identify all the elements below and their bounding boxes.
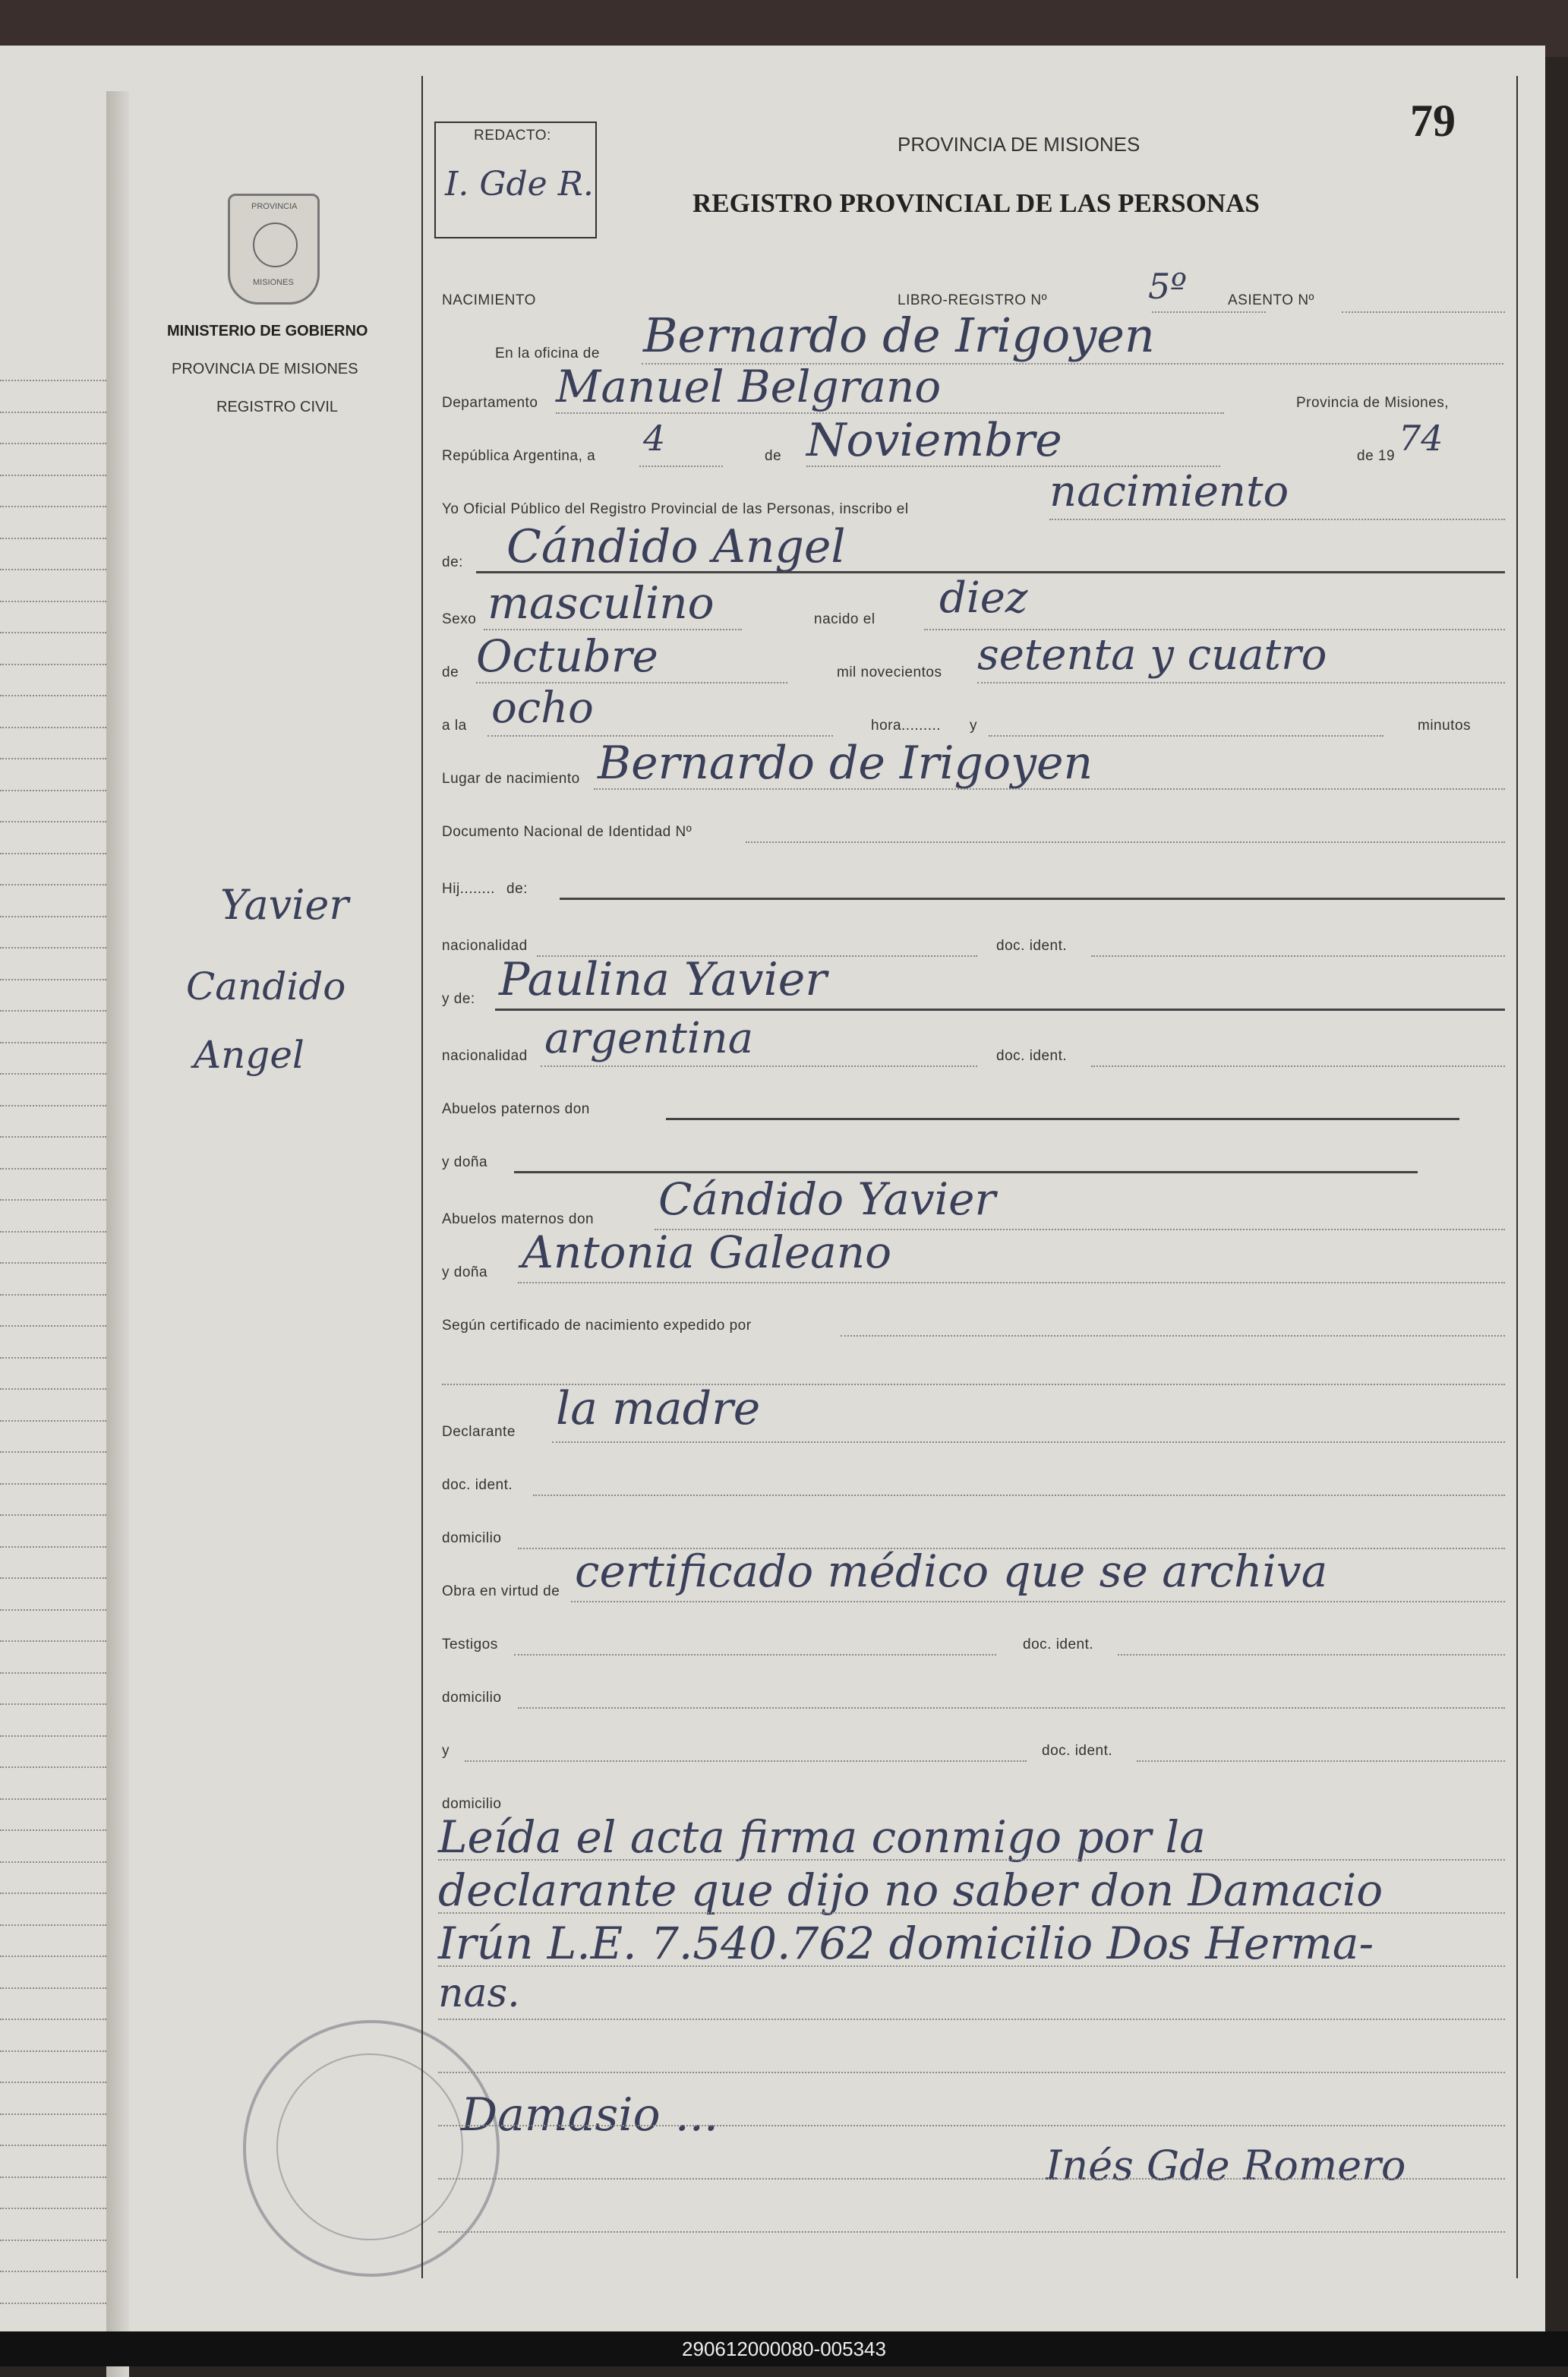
dotted-fill-line xyxy=(514,1654,996,1656)
margin-rule-line xyxy=(0,2050,106,2052)
nacido-mes-de-label: de xyxy=(442,664,459,680)
redacto-label: REDACTO: xyxy=(474,128,551,144)
footer-id: 290612000080-005343 xyxy=(0,2331,1568,2366)
testigos-label: Testigos xyxy=(442,1637,498,1653)
lugar-label: Lugar de nacimiento xyxy=(442,771,580,787)
abuelo-materno-value: Cándido Yavier xyxy=(658,1173,996,1225)
seal-text-bottom: MISIONES xyxy=(253,278,294,287)
margin-rule-line xyxy=(0,1325,106,1327)
nota-linea4: nas. xyxy=(438,1971,520,2016)
y-dona1-label: y doña xyxy=(442,1154,488,1170)
margin-note-line1: Yavier xyxy=(220,881,349,929)
margin-rule-line xyxy=(0,979,106,980)
libro-registro-label: LIBRO-REGISTRO Nº xyxy=(898,292,1048,308)
margin-rule-line xyxy=(0,1640,106,1642)
provincia-label: Provincia de Misiones, xyxy=(1296,395,1450,411)
dotted-fill-line xyxy=(571,1601,1505,1602)
margin-rule-line xyxy=(0,1546,106,1548)
dotted-fill-line xyxy=(1091,1065,1505,1067)
margin-rule-line xyxy=(0,1105,106,1106)
margin-rule-line xyxy=(0,1829,106,1831)
hij-label: Hij........ xyxy=(442,881,495,897)
documento-label: Documento Nacional de Identidad Nº xyxy=(442,824,693,840)
margin-rule-line xyxy=(0,506,106,507)
a-la-label: a la xyxy=(442,718,467,734)
province-title: PROVINCIA DE MISIONES xyxy=(898,133,1141,156)
doc-ident1-label: doc. ident. xyxy=(996,938,1068,954)
dotted-fill-line xyxy=(977,682,1505,683)
domicilio1-label: domicilio xyxy=(442,1530,502,1546)
dotted-fill-line xyxy=(1152,311,1266,313)
nacionalidad-madre-value: argentina xyxy=(544,1014,754,1063)
dotted-fill-line xyxy=(438,1859,1505,1861)
margin-rule-line xyxy=(0,1420,106,1422)
margin-rule-line xyxy=(0,1924,106,1926)
nacido-mes-value: Octubre xyxy=(476,630,658,682)
margin-rule-line xyxy=(0,664,106,665)
minutos-label: minutos xyxy=(1418,718,1472,734)
mil-novecientos-label: mil novecientos xyxy=(837,664,942,680)
ministry-civil: REGISTRO CIVIL xyxy=(216,399,339,415)
nacionalidad1-label: nacionalidad xyxy=(442,938,528,954)
abuelos-maternos-label: Abuelos maternos don xyxy=(442,1211,595,1227)
margin-rule-line xyxy=(0,2145,106,2146)
dotted-fill-line xyxy=(438,1912,1505,1914)
republica-label: República Argentina, a xyxy=(442,448,596,464)
page-number: 79 xyxy=(1410,96,1456,146)
nacido-dia-value: diez xyxy=(939,573,1028,623)
libro-registro-value: 5º xyxy=(1148,266,1187,307)
doc-ident3-label: doc. ident. xyxy=(442,1477,513,1493)
dotted-fill-line xyxy=(518,1282,1505,1283)
sexo-value: masculino xyxy=(487,577,715,629)
dotted-fill-line xyxy=(639,466,723,467)
margin-rule-line xyxy=(0,2113,106,2115)
madre-value: Paulina Yavier xyxy=(499,953,827,1006)
dotted-fill-line xyxy=(1342,311,1505,313)
margin-rule-line xyxy=(0,1987,106,1989)
ministry-seal xyxy=(228,194,320,305)
margin-rule-line xyxy=(0,1451,106,1453)
dotted-fill-line xyxy=(552,1441,1505,1443)
margin-rule-line xyxy=(0,758,106,759)
margin-rule-line xyxy=(0,1042,106,1043)
solid-fill-line xyxy=(666,1118,1459,1120)
margin-rule-line xyxy=(0,1798,106,1800)
ministry-province: PROVINCIA DE MISIONES xyxy=(172,361,358,377)
abuela-materna-value: Antonia Galeano xyxy=(522,1226,892,1278)
margin-rule-line xyxy=(0,2177,106,2178)
inscribo-value: nacimiento xyxy=(1049,467,1289,516)
margin-rule-line xyxy=(0,1735,106,1737)
margin-rule-line xyxy=(0,790,106,791)
margin-rule-line xyxy=(0,569,106,570)
nota-linea2: declarante que dijo no saber don Damacio xyxy=(438,1864,1383,1916)
margin-rule-line xyxy=(0,2082,106,2083)
margin-rule-line xyxy=(0,632,106,633)
margin-rule-line xyxy=(0,1609,106,1611)
hora-value: ocho xyxy=(491,683,594,733)
sexo-label: Sexo xyxy=(442,611,477,627)
margin-rule-line xyxy=(0,443,106,444)
margin-rule-line xyxy=(0,2208,106,2209)
firma-oficial: Inés Gde Romero xyxy=(1046,2142,1406,2189)
y-dona2-label: y doña xyxy=(442,1264,488,1280)
nacido-anio-value: setenta y cuatro xyxy=(977,630,1327,680)
margin-rule-line xyxy=(0,1956,106,1957)
margin-rule-line xyxy=(0,884,106,885)
domicilio3-label: domicilio xyxy=(442,1796,502,1812)
margin-rule-line xyxy=(0,1357,106,1359)
oficina-value: Bernardo de Irigoyen xyxy=(643,308,1155,363)
margin-rule-line xyxy=(0,1294,106,1296)
dotted-fill-line xyxy=(541,1065,977,1067)
dia-value: 4 xyxy=(643,418,666,459)
ministry-title: MINISTERIO DE GOBIERNO xyxy=(167,323,368,339)
obra-label: Obra en virtud de xyxy=(442,1583,560,1599)
margin-rule-line xyxy=(0,1703,106,1705)
firma-testigo: Damasio ... xyxy=(461,2088,718,2142)
registry-title: REGISTRO PROVINCIAL DE LAS PERSONAS xyxy=(693,188,1260,218)
abuelos-paternos-label: Abuelos paternos don xyxy=(442,1101,590,1117)
seal-emblem xyxy=(253,223,298,267)
seal-text-top: PROVINCIA xyxy=(251,202,298,211)
margin-rule-line xyxy=(0,1010,106,1012)
redacto-box xyxy=(434,122,597,238)
y-de-label: y de: xyxy=(442,991,475,1007)
margin-rule-line xyxy=(0,380,106,381)
margin-rule-line xyxy=(0,2271,106,2272)
dotted-fill-line xyxy=(438,2019,1505,2020)
margin-rule-line xyxy=(0,1892,106,1894)
nombre-value: Cándido Angel xyxy=(506,520,846,573)
dotted-fill-line xyxy=(438,2125,1505,2126)
redacto-value: I. Gde R. xyxy=(445,165,594,204)
margin-rule-line xyxy=(0,1514,106,1516)
margin-rule-line xyxy=(0,1199,106,1201)
margin-rule-line xyxy=(0,1136,106,1138)
y2-label: y xyxy=(442,1743,450,1759)
dotted-fill-line xyxy=(841,1335,1505,1337)
margin-rule-line xyxy=(0,1262,106,1264)
mes-value: Noviembre xyxy=(806,414,1062,467)
margin-note-line2: Candido xyxy=(186,964,346,1009)
margin-rule-line xyxy=(0,853,106,854)
margin-rule-line xyxy=(0,1483,106,1485)
nacionalidad2-label: nacionalidad xyxy=(442,1048,528,1064)
margin-rule-line xyxy=(0,1073,106,1075)
nota-linea1: Leída el acta firma conmigo por la xyxy=(438,1811,1206,1863)
departamento-label: Departamento xyxy=(442,395,538,411)
anio-de-label: de 19 xyxy=(1357,448,1396,464)
anio-value: 74 xyxy=(1399,418,1443,459)
domicilio2-label: domicilio xyxy=(442,1690,502,1706)
margin-rule-line xyxy=(0,1168,106,1170)
nacido-el-label: nacido el xyxy=(814,611,875,627)
hora-label: hora......... xyxy=(871,718,942,734)
page-gutter xyxy=(106,91,129,2377)
dotted-fill-line xyxy=(746,841,1505,843)
doc-ident4-label: doc. ident. xyxy=(1023,1637,1094,1653)
margin-rule-line xyxy=(0,1766,106,1768)
departamento-value: Manuel Belgrano xyxy=(556,361,942,412)
dotted-fill-line xyxy=(465,1760,1027,1762)
dotted-fill-line xyxy=(438,2178,1505,2180)
lugar-value: Bernardo de Irigoyen xyxy=(598,737,1093,790)
nombre-de-label: de: xyxy=(442,554,463,570)
declarante-value: la madre xyxy=(556,1382,761,1435)
dotted-fill-line xyxy=(518,1707,1505,1709)
nacimiento-label: NACIMIENTO xyxy=(442,292,536,308)
form-frame xyxy=(421,76,1518,2278)
left-margin xyxy=(0,46,421,2331)
margin-rule-line xyxy=(0,1231,106,1233)
obra-value: certificado médico que se archiva xyxy=(575,1545,1328,1597)
margin-note-line3: Angel xyxy=(194,1033,304,1077)
asiento-label: ASIENTO Nº xyxy=(1228,292,1314,308)
margin-rule-line xyxy=(0,2019,106,2020)
nota-linea3: Irún L.E. 7.540.762 domicilio Dos Herma- xyxy=(438,1918,1374,1969)
dotted-fill-line xyxy=(1137,1760,1505,1762)
margin-rule-line xyxy=(0,412,106,413)
margin-rule-line xyxy=(0,821,106,822)
dotted-fill-line xyxy=(533,1495,1505,1496)
margin-rule-line xyxy=(0,947,106,949)
yo-oficial-label: Yo Oficial Público del Registro Provincial de las Personas, inscribo el xyxy=(442,501,909,517)
hij-de-label: de: xyxy=(506,881,528,897)
dotted-fill-line xyxy=(1049,519,1505,520)
solid-fill-line xyxy=(495,1009,1505,1011)
mes-de-label: de xyxy=(765,448,782,464)
dotted-fill-line xyxy=(438,1965,1505,1967)
margin-rule-line xyxy=(0,1672,106,1674)
dotted-fill-line xyxy=(594,788,1505,790)
solid-fill-line xyxy=(560,898,1505,900)
margin-rule-line xyxy=(0,2240,106,2241)
doc-ident2-label: doc. ident. xyxy=(996,1048,1068,1064)
y-label: y xyxy=(970,718,977,734)
margin-rule-line xyxy=(0,475,106,476)
margin-rule-line xyxy=(0,601,106,602)
dotted-fill-line xyxy=(1118,1654,1505,1656)
dotted-fill-line xyxy=(1091,955,1505,957)
margin-rule-line xyxy=(0,1577,106,1579)
margin-rule-line xyxy=(0,916,106,917)
margin-rule-line xyxy=(0,538,106,539)
dotted-fill-line xyxy=(438,2231,1505,2233)
margin-rule-line xyxy=(0,727,106,728)
declarante-label: Declarante xyxy=(442,1424,516,1440)
margin-rule-line xyxy=(0,1861,106,1863)
margin-rule-line xyxy=(0,695,106,696)
oficina-label: En la oficina de xyxy=(495,346,600,361)
dotted-fill-line xyxy=(438,2072,1505,2073)
margin-rule-line xyxy=(0,1388,106,1390)
doc-ident5-label: doc. ident. xyxy=(1042,1743,1113,1759)
margin-rule-line xyxy=(0,2303,106,2304)
segun-label: Según certificado de nacimiento expedido por xyxy=(442,1318,752,1334)
